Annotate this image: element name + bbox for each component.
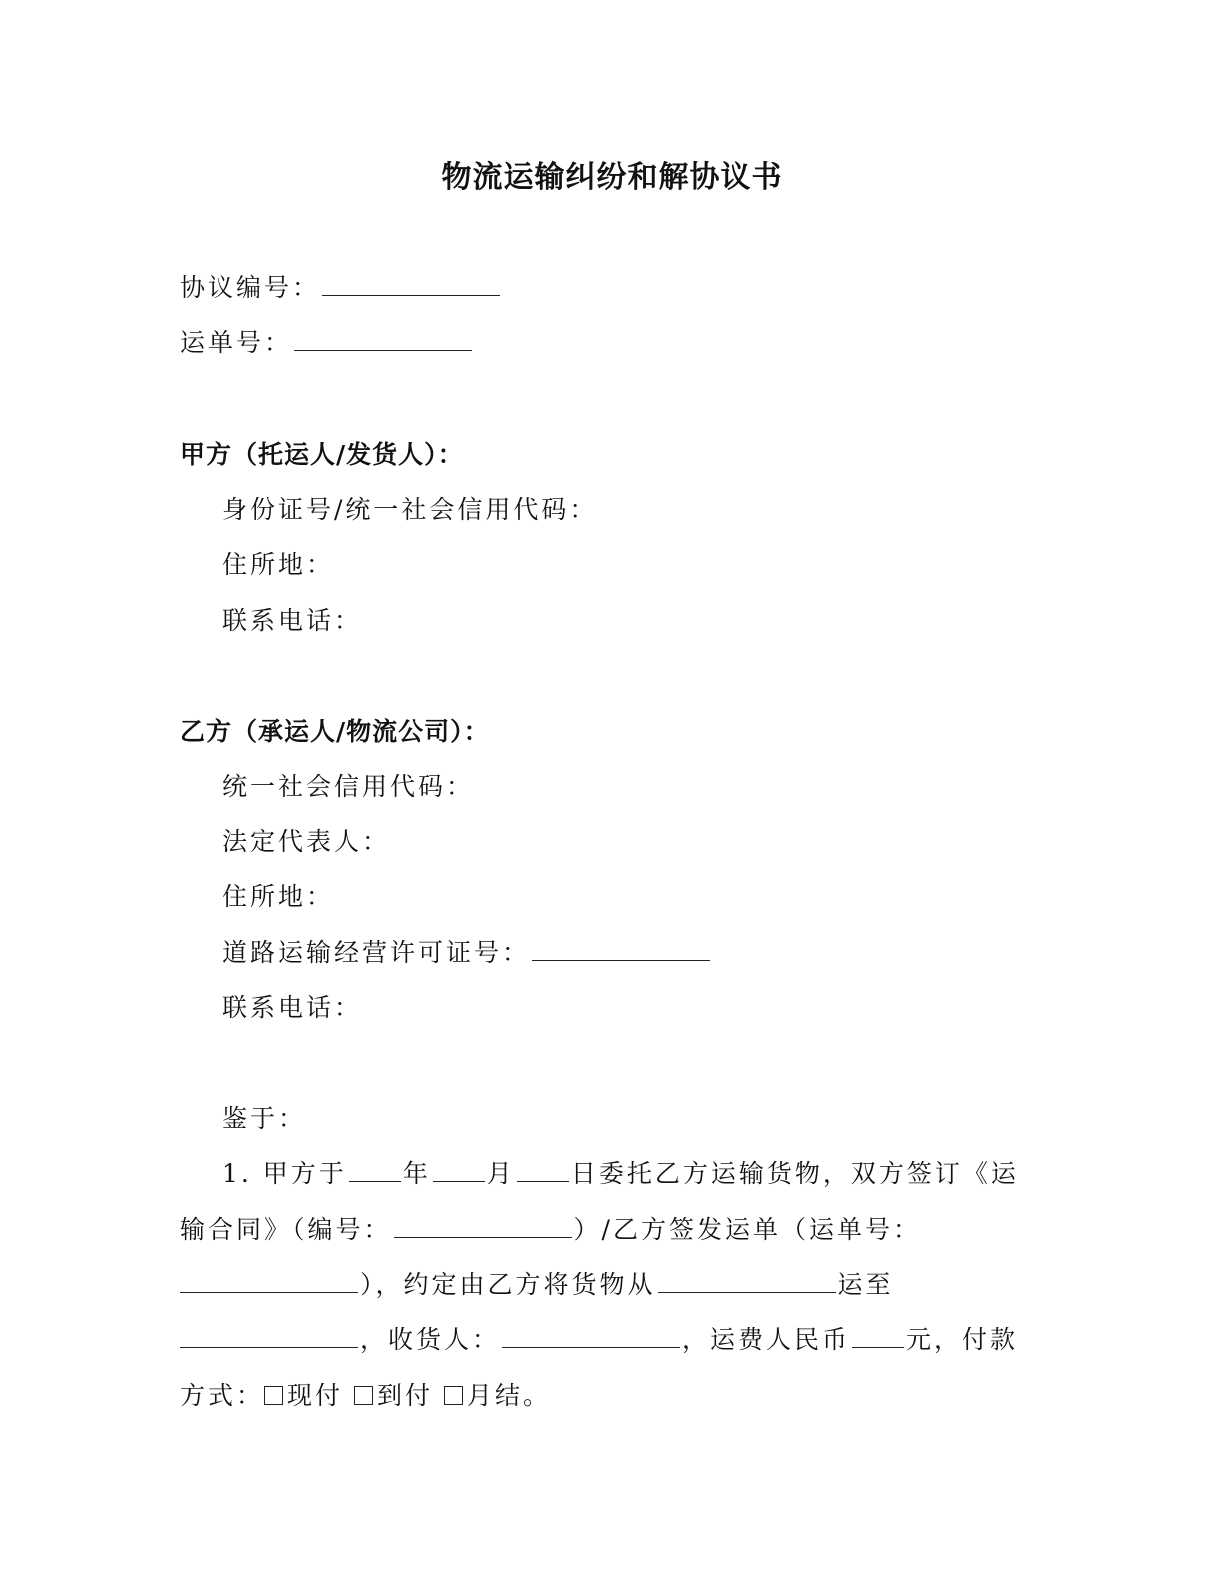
clause1-text: 日委托乙方运输货物，双方签订《运 [570,1159,1019,1188]
month-blank[interactable] [433,1155,485,1182]
option-cash: 现付 [287,1381,344,1410]
clause1-line3 [180,1265,894,1305]
waybill-ref-blank[interactable] [180,1266,358,1293]
contract-no-blank[interactable] [394,1211,572,1238]
consignee-blank[interactable] [502,1321,680,1348]
day-blank[interactable] [517,1155,569,1182]
agreement-no-label: 协议编号： [180,273,321,302]
clause1-text: 运至 [837,1270,894,1299]
option-cod: 到付 [376,1381,433,1410]
document-title: 物流运输纠纷和解协议书 [441,160,783,195]
clause1-text: 1. 甲方于 [222,1159,347,1188]
waybill-no-label: 运单号： [180,328,293,357]
party-b-credit-code-label: 统一社会信用代码： [222,772,475,801]
party-b-heading: 乙方（承运人/物流公司）： [180,717,490,746]
clause1-line1 [222,1154,1019,1194]
clause1-text: ）/乙方签发运单（运单号： [573,1215,921,1244]
clause1-text: 输合同》（编号： [180,1215,392,1244]
year-label: 年 [402,1159,431,1188]
party-a-phone-label: 联系电话： [222,606,363,635]
checkbox-cod[interactable] [354,1386,373,1405]
month-label: 月 [486,1159,515,1188]
waybill-no-blank[interactable] [294,324,472,351]
freight-amount-blank[interactable] [852,1321,904,1348]
party-b-phone-label: 联系电话： [222,993,363,1022]
clause1-text: 元，付款 [906,1325,1019,1354]
payment-method-label: 方式： [180,1381,265,1410]
clause1-line4 [180,1320,1018,1360]
clause1-line5 [180,1376,551,1416]
agreement-no-row [180,268,502,308]
party-b-license-label: 道路运输经营许可证号： [222,938,531,967]
party-a-heading: 甲方（托运人/发货人）： [180,440,464,469]
clause1-line2 [180,1210,921,1250]
year-blank[interactable] [349,1155,401,1182]
option-monthly: 月结。 [466,1381,551,1410]
clause1-text: ，运费人民币 [682,1325,851,1354]
party-b-legal-rep-label: 法定代表人： [222,827,391,856]
agreement-no-blank[interactable] [322,269,500,296]
party-b-address-label: 住所地： [222,882,335,911]
license-no-blank[interactable] [532,934,710,961]
waybill-no-row [180,323,474,363]
checkbox-monthly[interactable] [444,1386,463,1405]
party-a-id-label: 身份证号/统一社会信用代码： [222,495,598,524]
checkbox-cash[interactable] [264,1386,283,1405]
whereas-heading: 鉴于： [222,1104,307,1133]
party-b-license-row [222,933,712,973]
destination-blank[interactable] [180,1321,358,1348]
clause1-text: ，收货人： [360,1325,501,1354]
party-a-address-label: 住所地： [222,550,335,579]
origin-blank[interactable] [658,1266,836,1293]
clause1-text: ），约定由乙方将货物从 [360,1270,656,1299]
